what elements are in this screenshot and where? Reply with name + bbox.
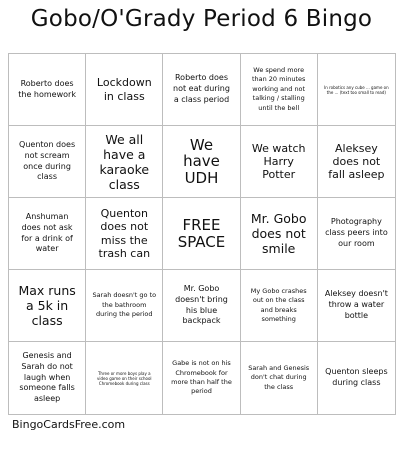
- bingo-cell: Mr. Gobo doesn't bring his blue backpack: [163, 270, 240, 342]
- bingo-cell: We spend more than 20 minutes working and not talking / stalling until the bell: [241, 54, 318, 126]
- bingo-cell: Sarah doesn't go to the bathroom during the period: [86, 270, 163, 342]
- bingo-cell: Anshuman does not ask for a drink of water: [9, 198, 86, 270]
- site-credit: BingoCardsFree.com: [12, 418, 126, 431]
- bingo-cell: My Gobo crashes out on the class and breaks something: [241, 270, 318, 342]
- bingo-grid: [8, 53, 396, 415]
- bingo-cell: Max runs a 5k in class: [9, 270, 86, 342]
- bingo-cell: We have UDH: [163, 126, 240, 198]
- bingo-cell: Photography class peers into our room: [318, 198, 395, 270]
- bingo-cell: Genesis and Sarah do not laugh when someone falls asleep: [9, 342, 86, 414]
- bingo-cell: Three or more boys play a video game on their school Chromebook during class: [86, 342, 163, 414]
- bingo-cell: Lockdown in class: [86, 54, 163, 126]
- bingo-cell: Quenton does not scream once during class: [9, 126, 86, 198]
- bingo-cell: Gabe is not on his Chromebook for more than half the period: [163, 342, 240, 414]
- bingo-cell: Aleksey doesn't throw a water bottle: [318, 270, 395, 342]
- bingo-cell: We watch Harry Potter: [241, 126, 318, 198]
- card-title: Gobo/O'Grady Period 6 Bingo: [30, 6, 373, 32]
- bingo-cell: We all have a karaoke class: [86, 126, 163, 198]
- bingo-cell: Mr. Gobo does not smile: [241, 198, 318, 270]
- bingo-cell: Sarah and Genesis don't chat during the class: [241, 342, 318, 414]
- free-space-cell: FREE SPACE: [163, 198, 240, 270]
- bingo-cell: Quenton sleeps during class: [325, 367, 388, 387]
- bingo-cell: Roberto does the homework: [9, 54, 86, 126]
- bingo-cell: In robotics any cube ... game on the ... (text too small to read): [318, 54, 395, 126]
- bingo-cell: Quenton does not miss the trash can: [86, 198, 163, 270]
- bingo-cell: Roberto does not eat during a class period: [163, 54, 240, 126]
- bingo-cell: Aleksey does not fall asleep: [318, 126, 395, 198]
